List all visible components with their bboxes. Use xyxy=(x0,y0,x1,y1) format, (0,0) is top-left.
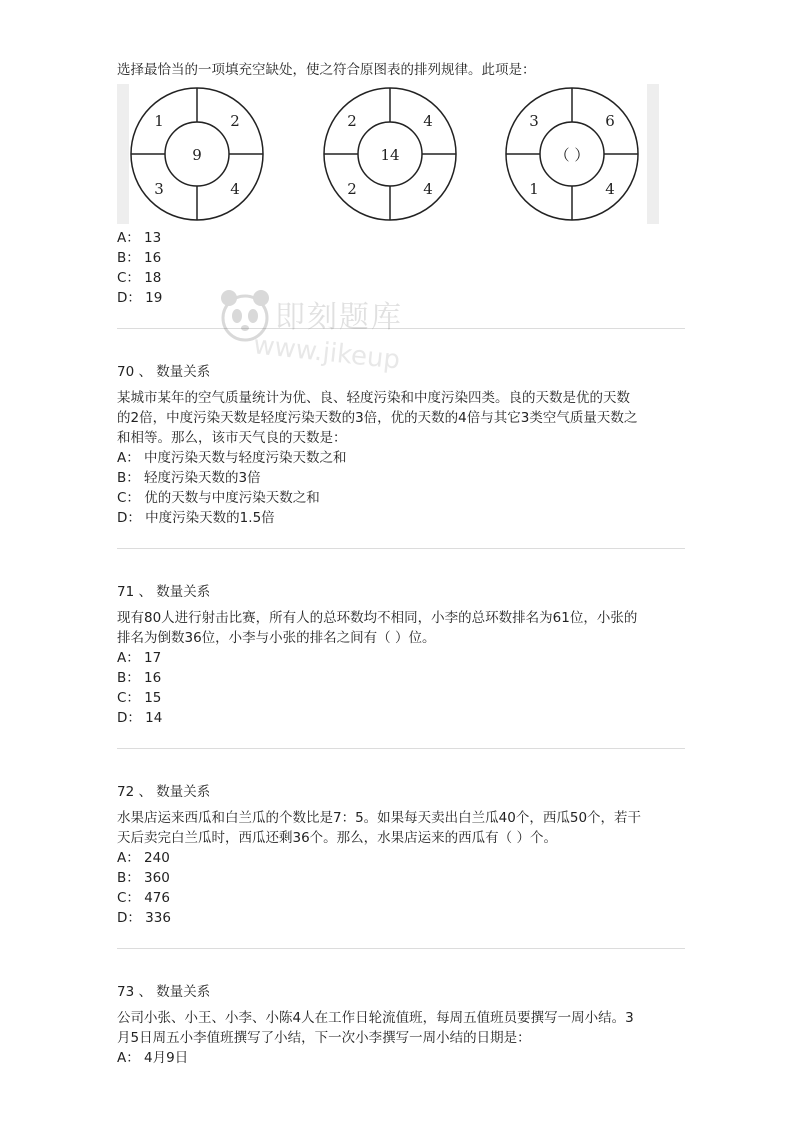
option-b[interactable]: B： 360 xyxy=(117,870,170,886)
question-69-stem: 选择最恰当的一项填充空缺处，使之符合原图表的排列规律。此项是： xyxy=(117,62,536,78)
option-b[interactable]: B： 16 xyxy=(117,250,162,266)
ring-number-bl: 3 xyxy=(154,180,164,198)
circle-diagram xyxy=(117,84,662,224)
question-72-stem xyxy=(117,808,685,848)
ring-number-tl: 1 xyxy=(154,112,164,130)
watermark-brand: 即刻题库 xyxy=(275,300,403,335)
divider xyxy=(117,748,685,749)
ring-number-bl: 2 xyxy=(347,180,357,198)
ring-number-br: 4 xyxy=(605,180,615,198)
option-a[interactable]: A： 中度污染天数与轻度污染天数之和 xyxy=(117,450,347,466)
question-71-stem xyxy=(117,608,685,648)
divider xyxy=(117,548,685,549)
question-69-figure xyxy=(117,84,662,224)
option-c[interactable]: C： 优的天数与中度污染天数之和 xyxy=(117,490,320,506)
option-d[interactable]: D： 14 xyxy=(117,710,163,726)
stem-line: 月5日周五小李值班撰写了小结，下一次小李撰写一周小结的日期是： xyxy=(117,1030,531,1046)
divider xyxy=(117,948,685,949)
question-71-header: 71 、 数量关系 xyxy=(117,584,211,600)
ring-number-center: 14 xyxy=(380,146,400,164)
divider xyxy=(117,328,685,329)
option-c[interactable]: C： 18 xyxy=(117,270,162,286)
stem-line: 水果店运来西瓜和白兰瓜的个数比是7：5。如果每天卖出白兰瓜40个，西瓜50个，若干 xyxy=(117,810,642,826)
question-page xyxy=(117,60,685,1068)
circles-group xyxy=(131,88,638,220)
ring-number-center: 9 xyxy=(192,146,202,164)
question-73-header: 73 、 数量关系 xyxy=(117,984,211,1000)
ring-number-tr: 2 xyxy=(230,112,240,130)
ring-number-tr: 6 xyxy=(605,112,615,130)
option-c[interactable]: C： 15 xyxy=(117,690,162,706)
question-71-options xyxy=(117,648,685,728)
stem-line: 天后卖完白兰瓜时，西瓜还剩36个。那么，水果店运来的西瓜有（ ）个。 xyxy=(117,830,557,846)
question-70-stem xyxy=(117,388,685,448)
question-69-options xyxy=(117,228,685,308)
question-73-stem xyxy=(117,1008,685,1048)
stem-line: 现有80人进行射击比赛，所有人的总环数均不相同，小李的总环数排名为61位，小张的 xyxy=(117,610,638,626)
option-a[interactable]: A： 4月9日 xyxy=(117,1050,189,1066)
watermark-url: www.jikeup xyxy=(251,330,402,376)
stem-line: 的2倍，中度污染天数是轻度污染天数的3倍，优的天数的4倍与其它3类空气质量天数之 xyxy=(117,410,638,426)
question-73-options xyxy=(117,1048,685,1068)
ring-number-tr: 4 xyxy=(423,112,433,130)
ring-number-tl: 2 xyxy=(347,112,357,130)
question-70-header: 70 、 数量关系 xyxy=(117,364,211,380)
option-d[interactable]: D： 336 xyxy=(117,910,171,926)
stem-line: 某城市某年的空气质量统计为优、良、轻度污染和中度污染四类。良的天数是优的天数 xyxy=(117,390,630,406)
option-d[interactable]: D： 中度污染天数的1.5倍 xyxy=(117,510,275,526)
option-d[interactable]: D： 19 xyxy=(117,290,163,306)
question-72-header: 72 、 数量关系 xyxy=(117,784,211,800)
ring-number-center: （ ） xyxy=(554,146,590,164)
option-b[interactable]: B： 16 xyxy=(117,670,162,686)
stem-line: 公司小张、小王、小李、小陈4人在工作日轮流值班，每周五值班员要撰写一周小结。3 xyxy=(117,1010,634,1026)
question-72-options xyxy=(117,848,685,928)
option-b[interactable]: B： 轻度污染天数的3倍 xyxy=(117,470,261,486)
option-a[interactable]: A： 17 xyxy=(117,650,162,666)
question-70-options xyxy=(117,448,685,528)
ring-number-br: 4 xyxy=(230,180,240,198)
option-a[interactable]: A： 240 xyxy=(117,850,170,866)
stem-line: 排名为倒数36位，小李与小张的排名之间有（ ）位。 xyxy=(117,630,436,646)
option-c[interactable]: C： 476 xyxy=(117,890,170,906)
stem-line: 和相等。那么，该市天气良的天数是： xyxy=(117,430,347,446)
ring-number-tl: 3 xyxy=(529,112,539,130)
ring-number-br: 4 xyxy=(423,180,433,198)
ring-number-bl: 1 xyxy=(529,180,539,198)
option-a[interactable]: A： 13 xyxy=(117,230,162,246)
